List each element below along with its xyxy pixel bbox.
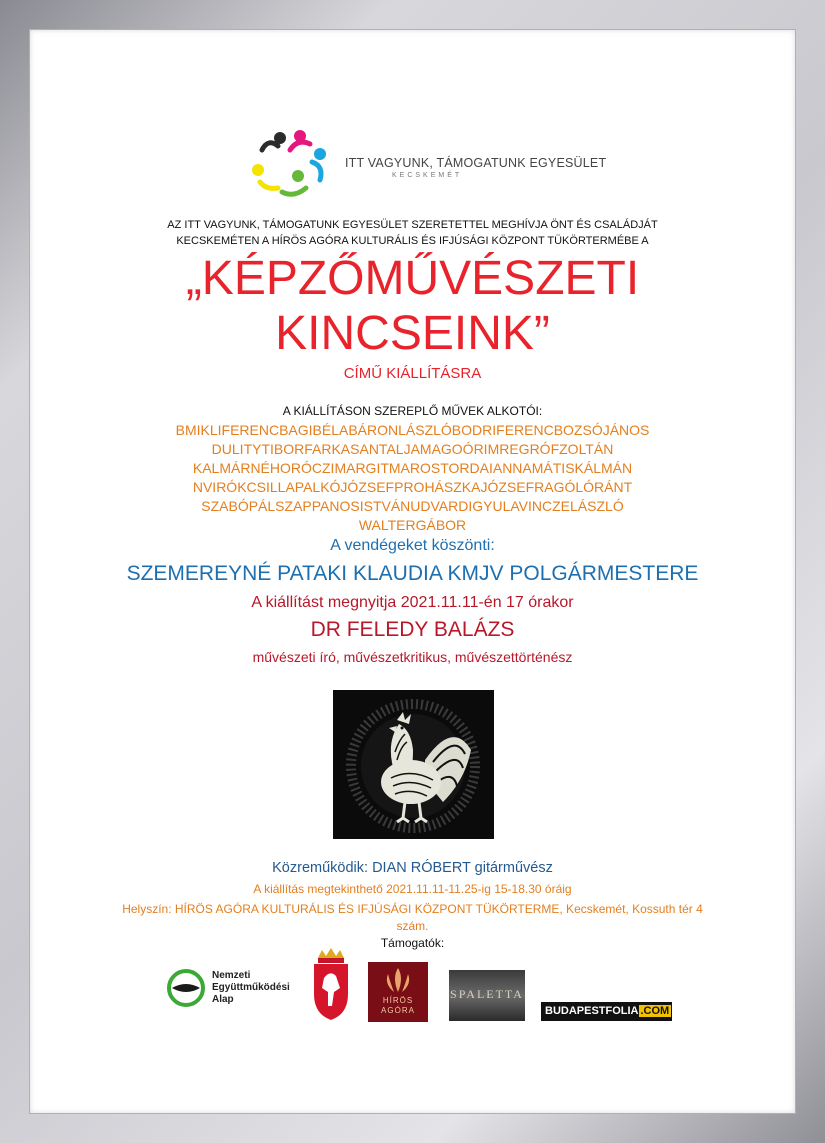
- artists-line: DULITYTIBORFARKASANTALJAMAGOÓRIMREGRÓFZOLTÁN: [211, 441, 614, 457]
- artists-line: WALTERGÁBOR: [358, 517, 467, 533]
- speaker-name: DR FELEDY BALÁZS: [310, 618, 515, 641]
- organization-logo-icon: [250, 128, 335, 200]
- exhibition-title-line-2: KINCSEINK”: [275, 307, 550, 360]
- location-line-1: Helyszín: HÍRÖS AGÓRA KULTURÁLIS ÉS IFJÚSÁGI KÖZPONT TÜKÖRTERME, Kecskemét, Kossuth tér 4: [122, 902, 703, 916]
- speaker-roles: művészeti író, művészetkritikus, művészettörténész: [252, 649, 573, 665]
- intro-line-1: AZ ITT VAGYUNK, TÁMOGATUNK EGYESÜLET SZERETETTEL MEGHÍVJA ÖNT ÉS CSALÁDJÁT: [167, 219, 658, 231]
- artists-line: SZABÓPÁLSZAPPANOSISTVÁNUDVARDIGYULAVINCZELÁSZLÓ: [201, 498, 624, 514]
- artists-line: NVIRÓKCSILLAPALKÓJÓZSEFPROHÁSZKAJÓZSEFRAGÓLÓRÁNT: [192, 479, 633, 495]
- artists-heading: A KIÁLLÍTÁSON SZEREPLŐ MŰVEK ALKOTÓI:: [282, 404, 543, 418]
- budapestfolia-logo-text: BUDAPESTFOLIA: [545, 1005, 639, 1017]
- supporters-heading: Támogatók:: [380, 936, 445, 950]
- artists-line: BMIKLIFERENCBAGIBÉLABÁRONLÁSZLÓBODRIFERENCBOZSÓJÁNOS: [175, 422, 650, 438]
- mayor-name: SZEMEREYNÉ PATAKI KLAUDIA KMJV POLGÁRMESTERE: [126, 562, 699, 585]
- kecskemet-coat-of-arms-icon: [310, 948, 352, 1022]
- hiros-agora-text: HÍRÖS: [382, 996, 414, 1005]
- visiting-hours: A kiállítás megtekinthető 2021.11.11-11.25-ig 15-18.30 óráig: [253, 882, 572, 896]
- opening-text: A kiállítást megnyitja 2021.11.11-én 17 órakor: [251, 594, 574, 611]
- artists-line: KALMÁRNÉHORÓCZIMARGITMAROSTORDAIANNAMÁTISKÁLMÁN: [192, 460, 633, 476]
- artwork-image: [333, 690, 494, 839]
- nea-logo-icon: [166, 968, 206, 1008]
- performer-text: Közreműködik: DIAN RÓBERT gitárművész: [272, 860, 553, 876]
- flame-icon: [380, 966, 416, 994]
- intro-line-2: KECSKEMÉTEN A HÍRÖS AGÓRA KULTURÁLIS ÉS IFJÚSÁGI KÖZPONT TÜKÖRTERMÉBE A: [176, 235, 649, 247]
- exhibition-title-line-1: „KÉPZŐMŰVÉSZETI: [185, 252, 640, 305]
- hiros-agora-text: AGÓRA: [381, 1006, 415, 1015]
- nea-logo-text: Együttműködési: [212, 982, 290, 993]
- spaletta-logo-text: SPALETTA: [450, 987, 524, 1001]
- organization-name: ITT VAGYUNK, TÁMOGATUNK EGYESÜLET: [345, 156, 607, 170]
- nea-logo-text: Alap: [212, 994, 234, 1005]
- location-line-2: szám.: [396, 919, 429, 933]
- spaletta-logo: [449, 970, 525, 1021]
- organization-city: KECSKEMÉT: [392, 172, 463, 179]
- budapestfolia-logo: [541, 1002, 672, 1021]
- budapestfolia-logo-suffix: .COM: [640, 1005, 670, 1017]
- nea-logo-text: Nemzeti: [212, 970, 251, 981]
- rooster-artwork-icon: [333, 690, 494, 839]
- greeting-text: A vendégeket köszönti:: [330, 537, 495, 554]
- nea-logo: [166, 966, 296, 1014]
- exhibition-subtitle: CÍMŰ KIÁLLÍTÁSRA: [343, 365, 482, 382]
- hiros-agora-logo: [368, 962, 428, 1022]
